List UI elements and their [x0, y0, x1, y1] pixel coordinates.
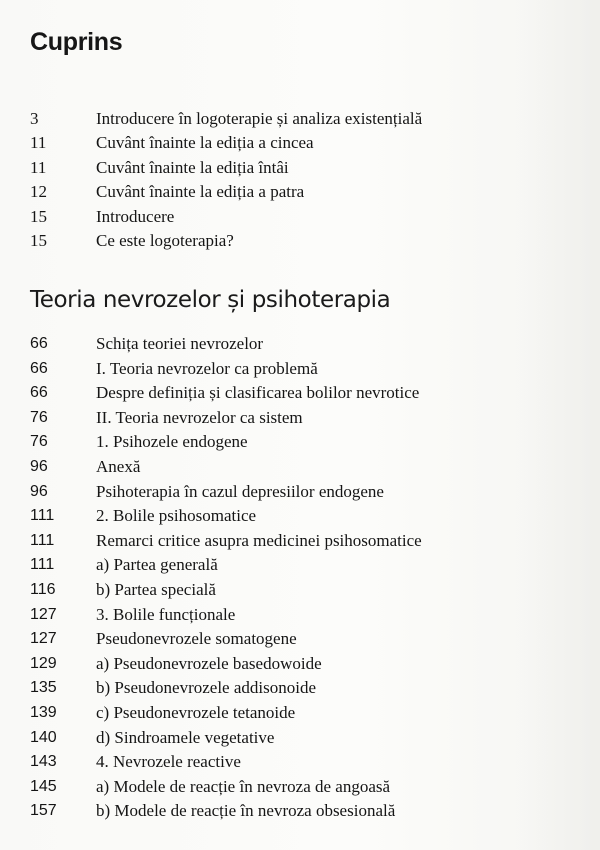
toc-page-number: 66	[30, 359, 48, 377]
toc-page-number: 139	[30, 703, 57, 721]
toc-entry	[30, 578, 570, 603]
toc-page-number: 11	[30, 133, 47, 153]
toc-page-number: 76	[30, 408, 48, 426]
toc-page-number: 129	[30, 654, 57, 672]
toc-entry	[30, 381, 570, 406]
toc-entry-title: Despre definiția și clasificarea bolilor nevrotice	[96, 383, 420, 403]
toc-page-number: 96	[30, 457, 48, 475]
toc-entry-title: II. Teoria nevrozelor ca sistem	[96, 407, 303, 427]
toc-page-number: 157	[30, 802, 57, 820]
toc-page-number: 76	[30, 433, 48, 451]
toc-page-number: 127	[30, 630, 57, 648]
toc-entry-title: Schița teoriei nevrozelor	[96, 334, 264, 353]
toc-entry-title: a) Modele de reacție în nevroza de angoasă	[96, 776, 391, 796]
toc-entry	[30, 180, 570, 204]
toc-entry	[30, 107, 570, 131]
toc-entry-title: Psihoterapia în cazul depresiilor endogene	[96, 481, 384, 501]
toc-entry	[30, 775, 570, 800]
toc-page-number: 12	[30, 182, 47, 202]
toc-page-number: 66	[30, 384, 48, 402]
toc-entry	[30, 726, 570, 751]
section-title: Teoria nevrozelor și psihoterapia	[30, 287, 391, 313]
toc-entry	[30, 529, 570, 554]
toc-entry-title: Introducere	[96, 206, 175, 226]
toc-entry	[30, 701, 570, 726]
page-title: Cuprins	[30, 28, 123, 56]
toc-page-number: 111	[30, 531, 55, 549]
toc-entry-title: a) Partea generală	[96, 555, 218, 575]
toc-entry	[30, 455, 570, 480]
toc-entry	[30, 156, 570, 180]
toc-entry	[30, 229, 570, 253]
toc-page-number: 96	[30, 482, 48, 500]
toc-entry	[30, 750, 570, 775]
toc-page-number: 66	[30, 335, 48, 352]
toc-page-number: 116	[30, 580, 56, 598]
toc-entry-title: a) Pseudonevrozele basedowoide	[96, 653, 322, 673]
toc-page-number: 15	[30, 206, 47, 226]
toc-entry-title: b) Pseudonevrozele addisonoide	[96, 678, 316, 698]
toc-entry-title: c) Pseudonevrozele tetanoide	[96, 702, 296, 722]
toc-entry-title: 2. Bolile psihosomatice	[96, 506, 257, 526]
toc-entry	[30, 553, 570, 578]
toc-entry	[30, 131, 570, 155]
toc-entry	[30, 799, 570, 824]
toc-page-number: 111	[30, 556, 55, 574]
toc-entry-title: Cuvânt înainte la ediția întâi	[96, 157, 289, 177]
toc-entry-title: 1. Psihozele endogene	[96, 432, 248, 452]
toc-entry-title: I. Teoria nevrozelor ca problemă	[96, 358, 318, 378]
toc-entry-title: 4. Nevrozele reactive	[96, 752, 241, 772]
toc-entry-title: Anexă	[96, 456, 141, 476]
toc-entry-title: Pseudonevrozele somatogene	[96, 629, 297, 649]
toc-entry	[30, 406, 570, 431]
toc-entry	[30, 205, 570, 229]
toc-page-number: 127	[30, 605, 57, 623]
toc-entry	[30, 357, 570, 382]
toc-page-number: 111	[30, 507, 55, 525]
toc-entry	[30, 332, 570, 357]
toc-entry-title: b) Partea specială	[96, 579, 216, 599]
toc-page-number: 15	[30, 230, 47, 250]
intro-toc-list	[30, 107, 570, 253]
toc-entry	[30, 676, 570, 701]
toc-entry-title: 3. Bolile funcționale	[96, 604, 236, 624]
toc-page-number: 143	[30, 753, 57, 771]
toc-entry	[30, 652, 570, 677]
toc-entry-title: d) Sindroamele vegetative	[96, 727, 275, 747]
toc-entry-title: Introducere în logoterapie și analiza existențială	[96, 109, 423, 128]
section-toc-list	[30, 332, 570, 824]
toc-entry	[30, 627, 570, 652]
toc-entry-title: Ce este logoterapia?	[96, 230, 234, 250]
toc-page-number: 135	[30, 679, 57, 697]
toc-entry	[30, 430, 570, 455]
toc-entry	[30, 603, 570, 628]
toc-entry	[30, 480, 570, 505]
toc-entry-title: b) Modele de reacție în nevroza obsesională	[96, 801, 396, 821]
toc-entry-title: Cuvânt înainte la ediția a patra	[96, 182, 305, 202]
toc-entry-title: Cuvânt înainte la ediția a cincea	[96, 133, 314, 153]
toc-page-number: 11	[30, 157, 47, 177]
toc-page-number: 3	[30, 109, 39, 128]
toc-page-number: 140	[30, 728, 57, 746]
toc-page-number: 145	[30, 777, 57, 795]
toc-entry-title: Remarci critice asupra medicinei psihosomatice	[96, 530, 422, 550]
toc-entry	[30, 504, 570, 529]
